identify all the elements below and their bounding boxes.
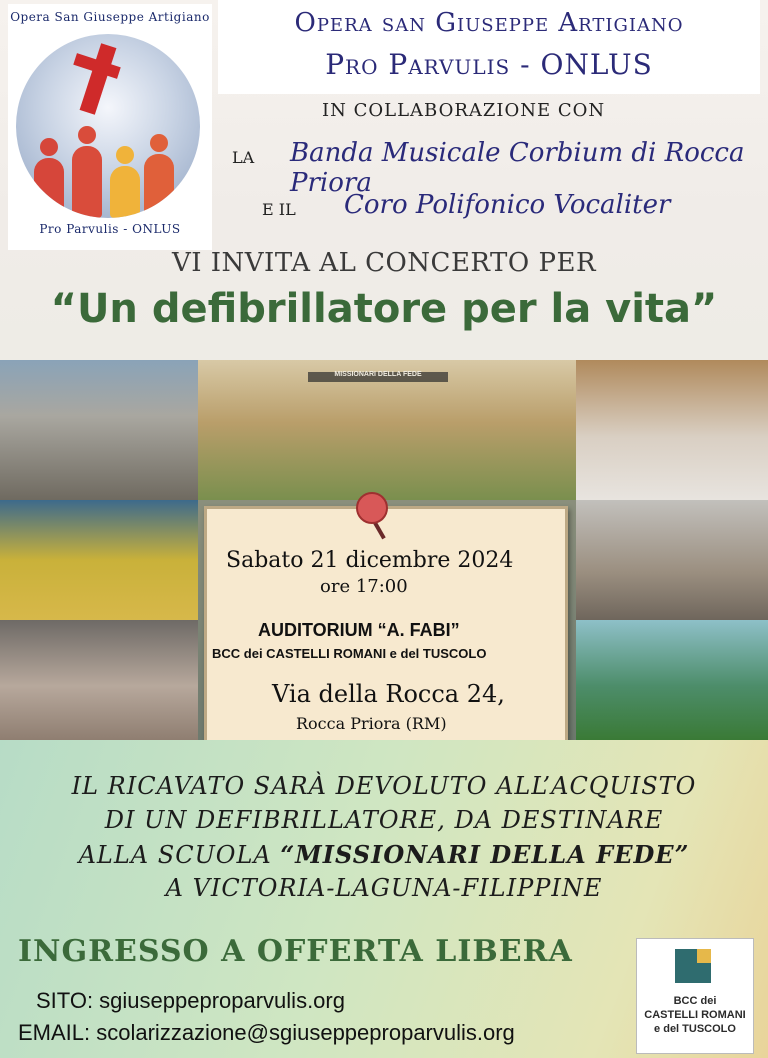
event-venue: AUDITORIUM “A. FABI”: [258, 620, 460, 640]
pushpin-icon: [356, 492, 388, 524]
event-city: Rocca Priora (RM): [296, 714, 447, 733]
la-label: LA: [232, 148, 255, 167]
website-link[interactable]: SITO: sgiuseppeproparvulis.org: [36, 988, 345, 1013]
band-name: Banda Musicale Corbium di Rocca Priora: [290, 138, 745, 198]
photo-dance-performance: [0, 500, 198, 620]
logo-arc-bottom: Pro Parvulis - ONLUS: [39, 222, 181, 236]
title-box: [218, 0, 760, 94]
banner-sign: [308, 372, 448, 382]
header-section: [0, 0, 768, 360]
photo-assembly: [0, 620, 198, 740]
email-link[interactable]: EMAIL: scolarizzazione@sgiuseppeproparvulis.org: [18, 1020, 515, 1045]
globe-icon: [16, 34, 200, 218]
logo-arc-top: Opera San Giuseppe Artigiano: [10, 10, 210, 24]
proceeds-line-2: DI UN DEFIBRILLATORE, DA DESTINARE: [104, 806, 664, 834]
child-figure-icon: [144, 154, 174, 218]
bank-mark-icon: [675, 949, 711, 983]
child-figure-icon: [34, 158, 64, 218]
bank-logo-line-1: BCC dei: [673, 995, 717, 1007]
photo-church-choir: [576, 360, 768, 500]
event-venue-bank: BCC dei CASTELLI ROMANI e del TUSCOLO: [212, 646, 487, 661]
child-figure-icon: [110, 166, 140, 218]
organization-logo: [8, 4, 212, 250]
invitation-line: VI INVITA AL CONCERTO PER: [171, 248, 597, 278]
title-line-1: Opera san Giuseppe Artigiano: [294, 8, 684, 38]
bank-logo: [636, 938, 754, 1054]
photo-hall-event: [576, 500, 768, 620]
event-street: Via della Rocca 24,: [272, 680, 505, 708]
proceeds-line-3: [0, 840, 768, 869]
school-name: “MISSIONARI DELLA FEDE”: [280, 840, 690, 869]
e-il-label: E IL: [262, 200, 296, 219]
photo-classroom: [576, 620, 768, 740]
choir-name: Coro Polifonico Vocaliter: [344, 190, 671, 220]
bank-logo-line-2: CASTELLI ROMANI: [644, 1009, 746, 1021]
free-entry-label: INGRESSO A OFFERTA LIBERA: [18, 934, 573, 969]
event-headline: “Un defibrillatore per la vita”: [50, 286, 718, 332]
event-date: Sabato 21 dicembre 2024: [226, 548, 514, 573]
proceeds-line-4: A VICTORIA-LAGUNA-FILIPPINE: [165, 874, 603, 902]
bank-logo-line-3: e del TUSCOLO: [654, 1023, 736, 1035]
event-time: ore 17:00: [320, 576, 408, 597]
photo-school-building: [0, 360, 198, 500]
photo-group-students: [198, 360, 576, 500]
collaboration-label: IN COLLABORAZIONE CON: [322, 100, 606, 121]
banner-sign-text: MISSIONARI DELLA FEDE: [334, 371, 422, 378]
proceeds-line-3-pre: ALLA SCUOLA: [78, 841, 281, 869]
child-figure-icon: [72, 146, 102, 218]
proceeds-line-1: IL RICAVATO SARÀ DEVOLUTO ALL’ACQUISTO: [71, 772, 697, 800]
title-line-2: Pro Parvulis - ONLUS: [325, 48, 653, 81]
